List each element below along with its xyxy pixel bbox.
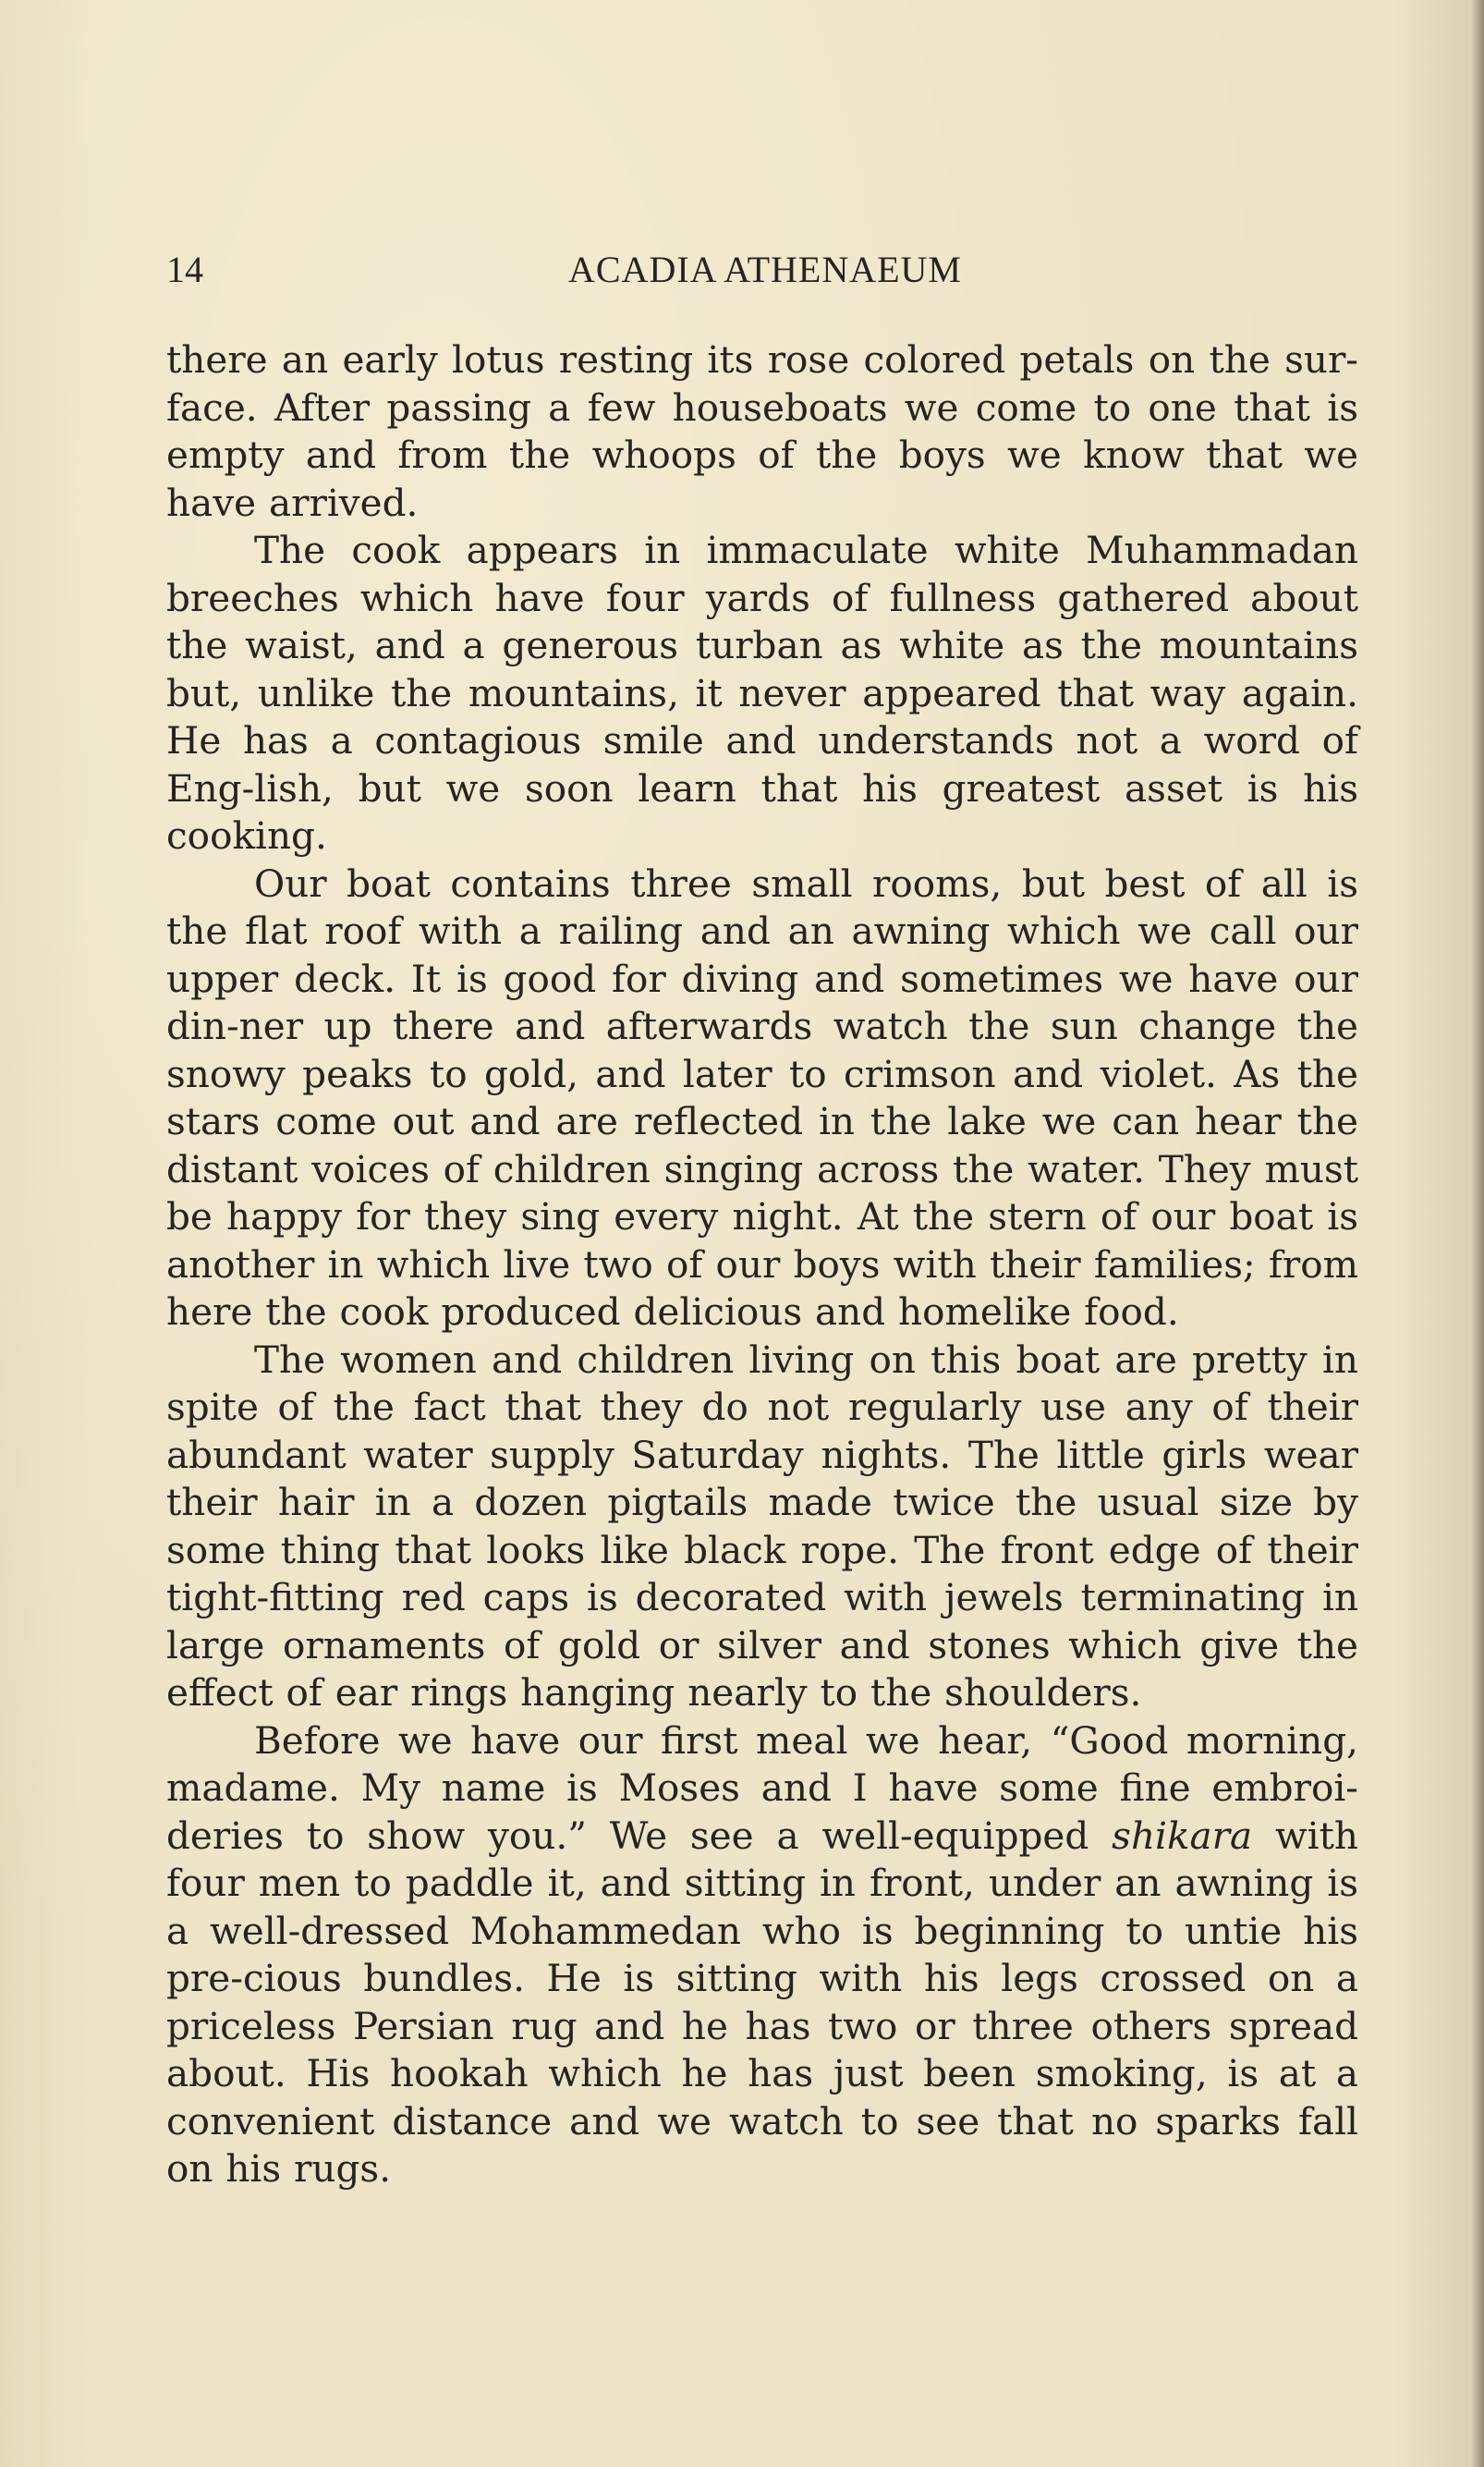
paragraph-moses-text-after: with four men to paddle it, and sitting in front, under an awning is a well-dressed Mohammedan who is beginning to untie his pre-cious bundles. He is sitting with his legs crossed on a priceless Persian rug and he has two or three others spread about. His hookah which he has just been smoking, is at a convenient distance and we watch to see that no sparks fall on his rugs. xyxy=(166,1813,1358,2191)
page-edge-shadow xyxy=(1471,0,1484,2467)
paragraph-boat-deck: Our boat contains three small rooms, but best of all is the flat roof with a railing and an awning which we call our upper deck. It is good for diving and sometimes we have our din-ner up there and afterwards watch the sun change the snowy peaks to gold, and later to crimson and violet. As the stars come out and are reflected in the lake we can hear the distant voices of children singing across the water. They must be happy for they sing every night. At the stern of our boat is another in which live two of our boys with their families; from here the cook produced delicious and homelike food. xyxy=(166,861,1358,1334)
page-header xyxy=(166,242,1364,298)
running-title: ACADIA ATHENAEUM xyxy=(568,249,962,290)
paragraph-moses-shikara xyxy=(166,1717,1358,2193)
paragraph-women-children: The women and children living on this boat are pretty in spite of the fact that they do not regularly use any of their abundant water supply Saturday nights. The little girls wear their hair in a dozen pigtails made twice the usual size by some thing that looks like black rope. The front edge of their tight-fitting red caps is decorated with jewels terminating in large ornaments of gold or silver and stones which give the effect of ear rings hanging nearly to the shoulders. xyxy=(166,1337,1358,1715)
paragraph-cook: The cook appears in immaculate white Muhammadan breeches which have four yards of fullness gathered about the waist, and a generous turban as white as the mountains but, unlike the mountains, it never appeared that way again. He has a contagious smile and understands not a word of Eng-lish, but we soon learn that his greatest asset is his cooking. xyxy=(166,528,1358,858)
body-text xyxy=(166,336,1358,2193)
italic-word-shikara: shikara xyxy=(1112,1813,1253,1858)
paragraph-lotus-arrival: there an early lotus resting its rose colored petals on the sur-face. After passing a few houseboats we come to one that is empty and from the whoops of the boys we know that we have arrived. xyxy=(166,337,1358,525)
page-number: 14 xyxy=(166,249,203,290)
paragraph-moses-text-before: Before we have our first meal we hear, “Good morning, madame. My name is Moses and I have some fine embroi-deries to show you.” We see a well-equipped xyxy=(166,1717,1358,1858)
